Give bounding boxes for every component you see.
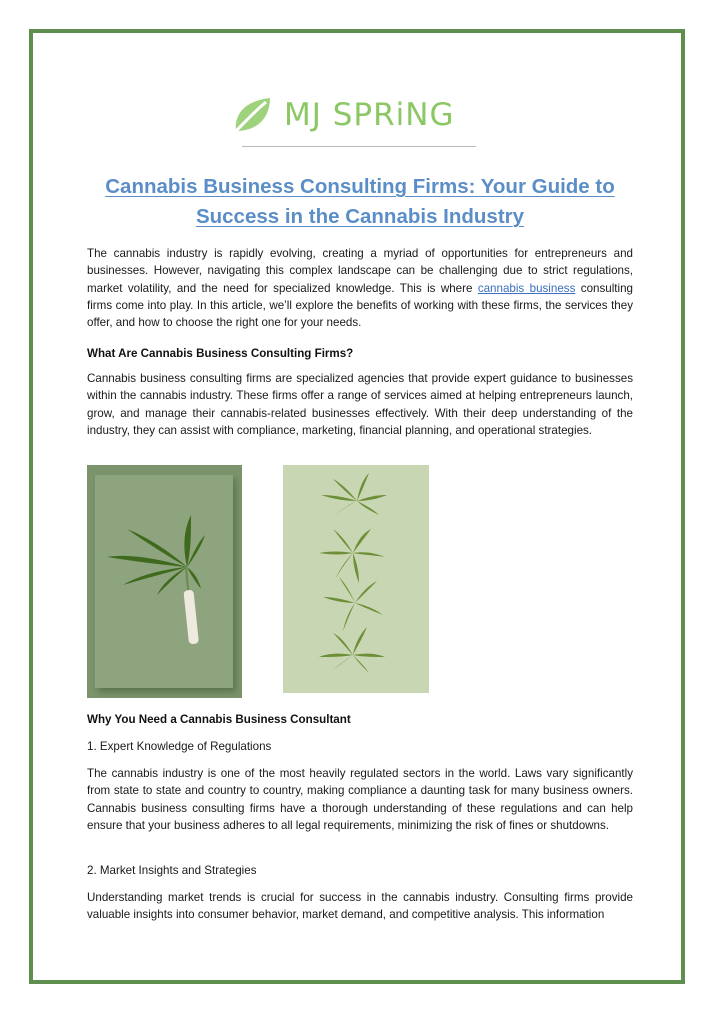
cannabis-leaf-photo (87, 465, 242, 698)
intro-text-start: The cannabis industry is rapidly evolving, creating a myriad of opportunities for entrepreneurs and businesses. However, navigating this complex landscape can be challenging due to strict regulations, market volatility, and the need for specialized knowledge. This is where (87, 247, 633, 295)
section-body-what-are: Cannabis business consulting firms are specialized agencies that provide expert guidance to businesses within the cannabis industry. These firms offer a range of services aimed at helping entrepreneurs launch, grow, and manage their cannabis-related businesses effectively. With their deep understanding of the industry, they can assist with compliance, marketing, financial planning, and operational strategies. (87, 372, 633, 437)
cannabis-business-link[interactable]: cannabis business (477, 281, 576, 295)
section-heading-what-are: What Are Cannabis Business Consulting Firms? (87, 347, 354, 360)
list-item-body-market: Understanding market trends is crucial for success in the cannabis industry. Consulting firms provide valuable insights into consumer behavior, market demand, and competitive analysis. This information (87, 891, 633, 922)
list-item-title-regulations: 1. Expert Knowledge of Regulations (87, 740, 272, 753)
leaf-icon (232, 95, 274, 135)
page-title: Cannabis Business Consulting Firms: Your Guide to Success in the Cannabis Industry (105, 175, 615, 228)
intro-paragraph (87, 245, 633, 331)
logo-text: MJ SPRiNG (284, 97, 455, 133)
brand-logo (232, 92, 454, 138)
cannabis-leaves-photo (283, 465, 429, 693)
list-item-title-market: 2. Market Insights and Strategies (87, 864, 257, 877)
section-heading-why-need: Why You Need a Cannabis Business Consultant (87, 713, 351, 726)
logo-divider (242, 146, 476, 147)
list-item-body-regulations: The cannabis industry is one of the most heavily regulated sectors in the world. Laws vary significantly from state to state and country to country, making compliance a daunting task for many business owners. Cannabis business consulting firms have a thorough understanding of these regulations and can help ensure that your business adheres to all legal requirements, minimizing the risk of fines or shutdowns. (87, 767, 633, 832)
intro-text-end: consulting firms come into play. In this article, we’ll explore the benefits of working with these firms, the services they offer, and how to choose the right one for your needs. (87, 281, 633, 330)
